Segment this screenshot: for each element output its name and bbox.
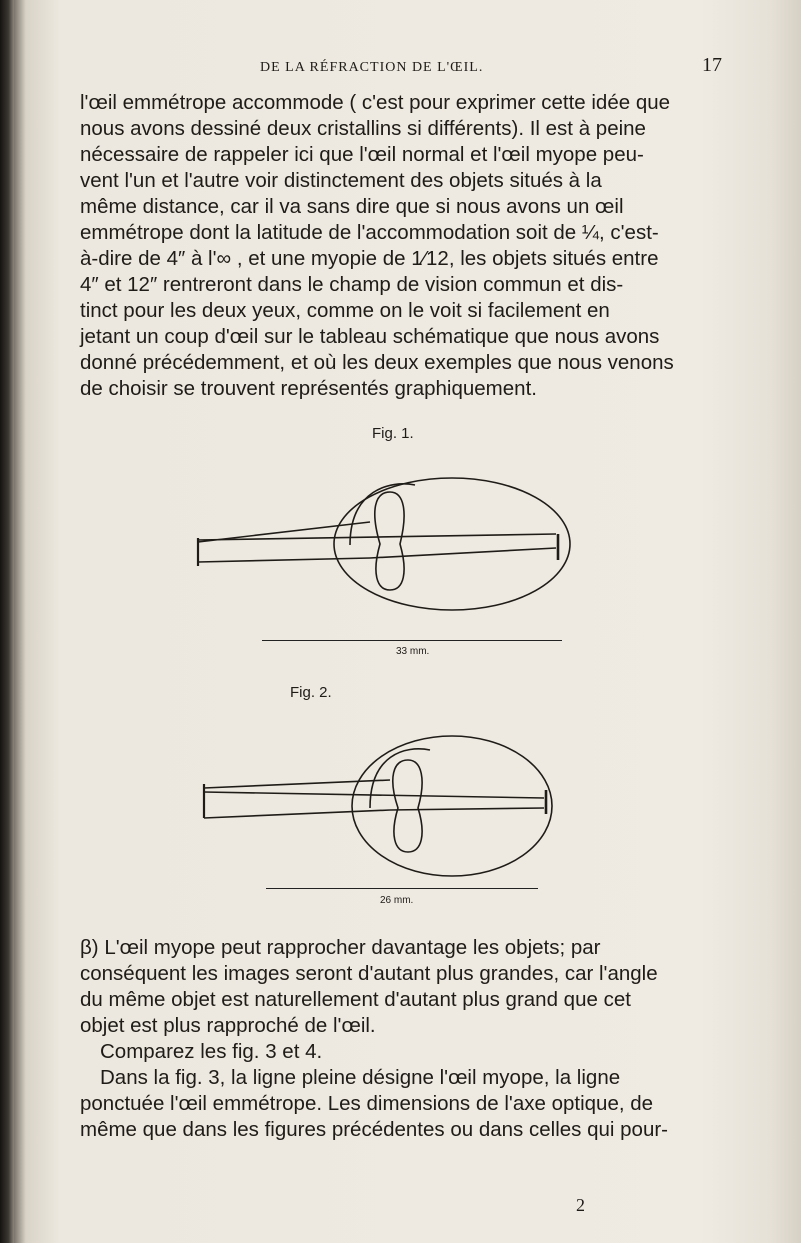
ray-lower: [204, 810, 390, 818]
crystalline-lens: [393, 760, 422, 852]
text-line: nécessaire de rappeler ici que l'œil normal et l'œil myope peu-: [80, 143, 644, 166]
ray-lower-b: [390, 808, 544, 810]
text-line: ponctuée l'œil emmétrope. Les dimensions de l'axe optique, de: [80, 1092, 654, 1115]
figure-2-caption: Fig. 2.: [290, 684, 332, 701]
eyeball-outline: [352, 736, 552, 876]
page-header: [80, 54, 740, 82]
text-line: jetant un coup d'œil sur le tableau schématique que nous avons: [80, 325, 660, 348]
text-line: objet est plus rapproché de l'œil.: [80, 1014, 376, 1037]
text-line: donné précédemment, et où les deux exemples que nous venons: [80, 351, 674, 374]
page-number: 17: [702, 54, 722, 76]
text-line: emmétrope dont la latitude de l'accommodation soit de ¼, c'est-: [80, 221, 659, 244]
text-line: du même objet est naturellement d'autant plus grand que cet: [80, 988, 631, 1011]
text-line: β) L'œil myope peut rapprocher davantage les objets; par: [80, 936, 601, 959]
figure-1-scale-label: 33 mm.: [396, 646, 430, 657]
paragraph-accommodation: [80, 90, 744, 402]
text-line: à-dire de 4″ à l'∞ , et une myopie de 1⁄12, les objets situés entre: [80, 247, 659, 270]
text-line: même que dans les figures précédentes ou dans celles qui pour-: [80, 1118, 669, 1141]
ray-lower-b: [370, 548, 556, 558]
text-line: 4″ et 12″ rentreront dans le champ de vision commun et dis-: [80, 273, 624, 296]
text-line: de choisir se trouvent représentés graphiquement.: [80, 377, 537, 400]
paragraph-myopia: [80, 935, 744, 1143]
running-head: DE LA RÉFRACTION DE L'ŒIL.: [260, 60, 484, 75]
figure-1-scale-rule: [262, 640, 562, 641]
text-line: nous avons dessiné deux cristallins si différents). Il est à peine: [80, 117, 646, 140]
eyeball-outline: [334, 478, 570, 610]
figure-1-caption: Fig. 1.: [372, 425, 414, 442]
text-line: l'œil emmétrope accommode ( c'est pour exprimer cette idée que: [80, 91, 671, 114]
text-line: Comparez les fig. 3 et 4.: [100, 1040, 323, 1063]
text-line: vent l'un et l'autre voir distinctement des objets situés à la: [80, 169, 602, 192]
crystalline-lens: [375, 492, 404, 590]
text-line: Dans la fig. 3, la ligne pleine désigne l'œil myope, la ligne: [100, 1066, 621, 1089]
figure-1-eye-diagram: [190, 450, 570, 640]
figure-2-scale-rule: [266, 888, 538, 889]
ray-lower: [198, 558, 370, 562]
ray-upper-b: [204, 792, 544, 798]
book-gutter: [0, 0, 14, 1243]
figure-2-scale-label: 26 mm.: [380, 895, 414, 906]
text-line: conséquent les images seront d'autant plus grandes, car l'angle: [80, 962, 658, 985]
text-line: même distance, car il va sans dire que si nous avons un œil: [80, 195, 624, 218]
figure-2-eye-diagram: [190, 720, 570, 890]
text-line: tinct pour les deux yeux, comme on le voit si facilement en: [80, 299, 610, 322]
signature-mark: 2: [576, 1195, 585, 1215]
ray-upper: [204, 780, 390, 788]
